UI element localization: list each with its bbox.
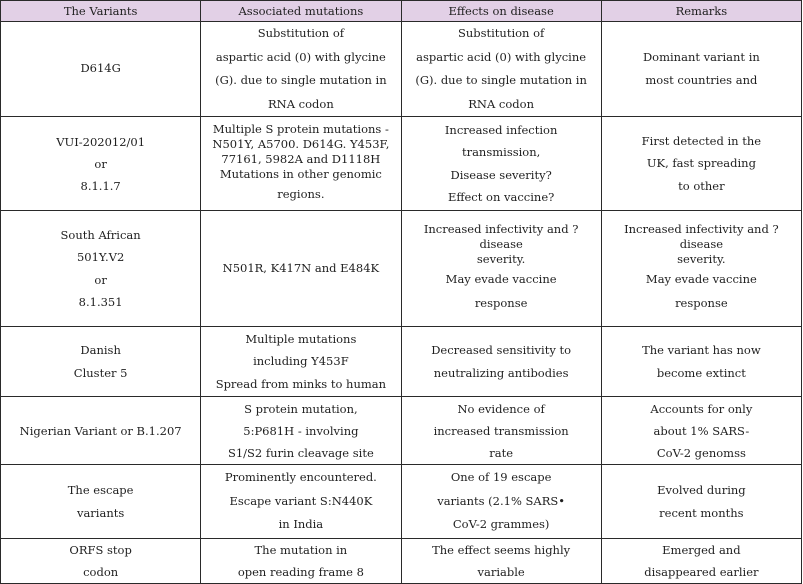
remarks-line: to other — [678, 178, 725, 193]
variant-cell — [1, 327, 201, 397]
effects-line: CoV-2 grammes) — [452, 517, 550, 532]
variant-cell — [1, 117, 201, 211]
mutations-line: The mutation in — [254, 543, 348, 557]
mutations-line: aspartic acid (0) with glycine — [215, 49, 386, 64]
table-row — [1, 465, 802, 539]
variant-name: ORFS stop — [69, 543, 132, 557]
mutations-line: open reading frame 8 — [237, 565, 364, 579]
mutations-line: RNA codon — [268, 96, 334, 111]
variant-cell — [1, 539, 201, 584]
effects-line: Increased infectivity and ?disease — [423, 222, 579, 251]
variant-name: The escape — [67, 483, 134, 497]
mutations-line: Prominently encountered. — [224, 470, 377, 485]
effects-line: Substitution of — [457, 26, 545, 40]
effects-cell — [401, 22, 601, 117]
variant-name: variants — [76, 505, 125, 520]
mutations-line: Multiple S protein mutations - — [212, 121, 389, 136]
mutations-line: Multiple mutations — [245, 331, 357, 346]
variant-name: Cluster 5 — [73, 365, 128, 380]
remarks-line: about 1% SARS- — [653, 423, 750, 438]
variant-name: 8.1.351 — [78, 295, 123, 309]
mutations-line: regions. — [277, 186, 325, 201]
remarks-line: Evolved during — [657, 483, 746, 497]
mutations-cell — [201, 117, 401, 211]
mutations-cell — [201, 539, 401, 584]
effects-cell — [401, 539, 601, 584]
variant-name: or — [94, 156, 107, 171]
remarks-line: disappeared earlier — [644, 565, 759, 579]
remarks-line: May evade vaccine — [645, 272, 757, 286]
effects-line: No evidence of — [457, 401, 545, 416]
variant-name: or — [94, 272, 107, 287]
effects-line: variable — [477, 565, 525, 579]
remarks-line: severity. — [677, 252, 726, 266]
effects-line: response — [474, 296, 528, 310]
mutations-line: in India — [278, 517, 324, 532]
variant-name: VUI-202012/01 — [56, 134, 146, 149]
mutations-cell — [201, 465, 401, 539]
remarks-cell — [601, 117, 801, 211]
mutations-line: N501Y, A5700. D614G. Y453F, — [212, 136, 390, 151]
mutations-line: N501R, K417N and E484K — [222, 261, 380, 276]
effects-line: neutralizing antibodies — [433, 365, 569, 380]
effects-line: increased transmission — [433, 423, 569, 438]
remarks-cell — [601, 327, 801, 397]
header-associated-mutations: Associated mutations — [201, 1, 401, 22]
mutations-cell — [201, 22, 401, 117]
table-row — [1, 117, 802, 211]
effects-line: Effect on vaccine? — [447, 190, 555, 204]
remarks-cell — [601, 22, 801, 117]
mutations-line: 77161, 5982A and D1118H — [221, 151, 381, 166]
variant-name: 501Y.V2 — [76, 250, 125, 264]
variant-cell — [1, 211, 201, 327]
header-effects-on-disease: Effects on disease — [401, 1, 601, 22]
effects-line: variants (2.1% SARS• — [437, 493, 566, 508]
mutations-cell — [201, 211, 401, 327]
effects-cell — [401, 117, 601, 211]
header-variants: The Variants — [1, 1, 201, 22]
effects-cell — [401, 327, 601, 397]
mutations-line: Mutations in other genomic — [219, 166, 382, 181]
variant-name: South African — [60, 227, 141, 242]
remarks-cell — [601, 397, 801, 465]
remarks-line: response — [675, 296, 728, 310]
table-row — [1, 22, 802, 117]
header-row — [1, 1, 802, 22]
mutations-line: (G). due to single mutation in — [215, 73, 387, 87]
effects-line: May evade vaccine — [445, 272, 557, 286]
effects-line: Decreased sensitivity to — [431, 343, 572, 357]
variant-name: 8.1.1.7 — [80, 178, 121, 193]
remarks-cell — [601, 539, 801, 584]
table-row — [1, 539, 802, 584]
mutations-line: S protein mutation, — [244, 401, 358, 416]
mutations-cell — [201, 327, 401, 397]
effects-line: aspartic acid (0) with glycine — [416, 49, 587, 64]
mutations-line: S1/S2 furin cleavage site — [227, 445, 374, 460]
remarks-line: Emerged and — [662, 543, 741, 557]
header-remarks: Remarks — [601, 1, 801, 22]
remarks-line: The variant has now — [642, 343, 761, 357]
mutations-line: including Y453F — [253, 354, 349, 369]
table-row — [1, 397, 802, 465]
mutations-cell — [201, 397, 401, 465]
effects-line: RNA codon — [468, 96, 534, 111]
remarks-line: CoV-2 genomss — [656, 445, 746, 460]
effects-line: Increased infection transmission, — [444, 122, 558, 159]
effects-line: severity. — [476, 252, 526, 266]
variant-cell — [1, 22, 201, 117]
remarks-line: Increased infectivity and ?disease — [624, 222, 779, 251]
mutations-line: Spread from minks to human — [215, 376, 387, 391]
effects-line: rate — [489, 445, 514, 460]
effects-cell — [401, 397, 601, 465]
remarks-line: recent months — [659, 505, 744, 520]
effects-cell — [401, 211, 601, 327]
variant-name: Danish — [80, 343, 121, 357]
remarks-line: become extinct — [656, 365, 746, 380]
variant-name: codon — [83, 565, 119, 579]
variant-name: Nigerian Variant or B.1.207 — [19, 423, 182, 438]
mutations-line: Escape variant S:N440K — [229, 493, 373, 508]
effects-line: The effect seems highly — [432, 543, 571, 557]
effects-line: (G). due to single mutation in — [415, 73, 587, 87]
remarks-line: First detected in the — [641, 133, 762, 148]
effects-cell — [401, 465, 601, 539]
remarks-line: Dominant variant in — [642, 49, 760, 64]
variant-name: D614G — [80, 61, 121, 76]
mutations-line: Substitution of — [257, 26, 345, 40]
table-row — [1, 211, 802, 327]
remarks-line: Accounts for only — [650, 401, 753, 416]
table-row — [1, 327, 802, 397]
remarks-line: UK, fast spreading — [646, 156, 756, 171]
variant-cell — [1, 465, 201, 539]
variant-cell — [1, 397, 201, 465]
effects-line: Disease severity? — [450, 167, 552, 182]
remarks-cell — [601, 211, 801, 327]
mutations-line: 5:P681H - involving — [243, 423, 359, 438]
effects-line: One of 19 escape — [450, 470, 552, 485]
remarks-line: most countries and — [645, 73, 758, 87]
remarks-cell — [601, 465, 801, 539]
